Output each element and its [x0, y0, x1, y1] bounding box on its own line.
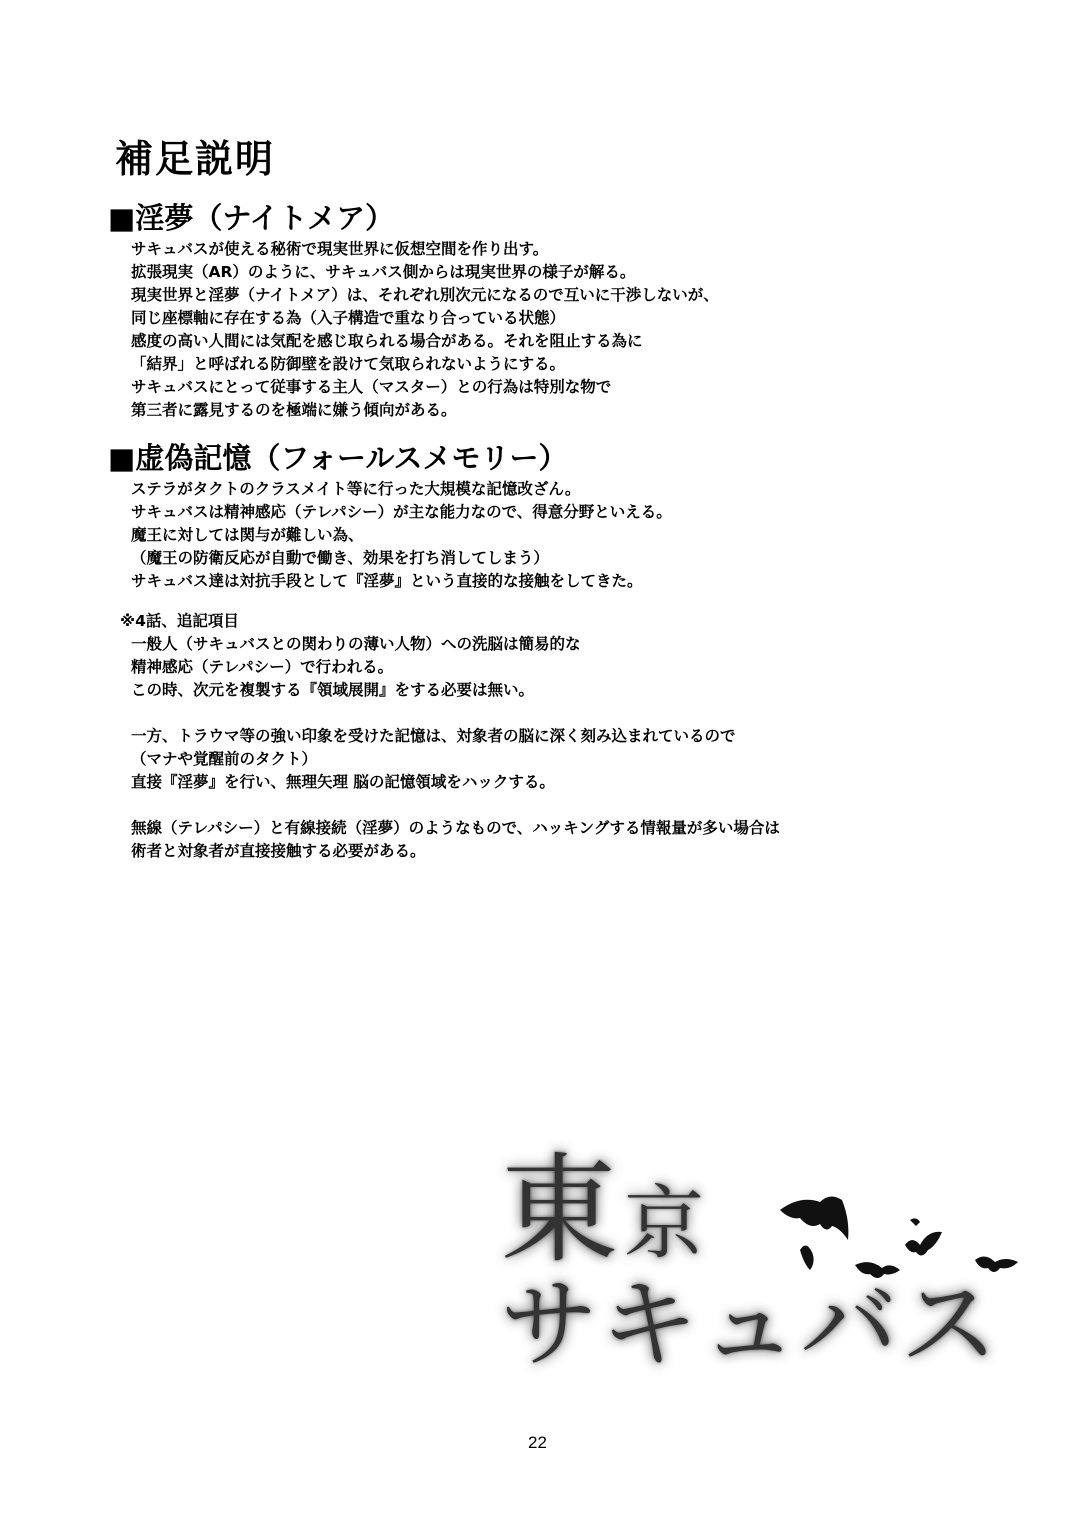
section-body [108, 238, 719, 422]
series-logo [490, 1141, 1030, 1400]
section-nightmare [108, 200, 719, 422]
body-line: 一方、トラウマ等の強い印象を受けた記憶は、対象者の脳に深く刻み込まれているので [131, 727, 736, 745]
body-line: 魔王に対しては関与が難しい為、 [131, 526, 364, 544]
logo-line-1 [500, 1141, 711, 1284]
body-line: 一般人（サキュバスとの関わりの薄い人物）への洗脳は簡易的な [131, 635, 581, 653]
section-heading: ■淫夢（ナイトメア） [108, 201, 395, 235]
body-line: 第三者に露見するのを極端に嫌う傾向がある。 [131, 401, 457, 419]
blank-line [131, 794, 780, 817]
section-heading: ■虚偽記憶（フォールスメモリー） [108, 441, 568, 475]
addendum-note [120, 610, 780, 863]
body-line: 感度の高い人間には気配を感じ取られる場合がある。それを阻止する為に [131, 332, 643, 350]
logo-char-small: 京 [624, 1177, 711, 1270]
note-title: ※4話、追記項目 [120, 612, 239, 630]
body-line: 現実世界と淫夢（ナイトメア）は、それぞれ別次元になるので互いに干渉しないが、 [131, 286, 719, 304]
body-line: サキュバスにとって従事する主人（マスター）との行為は特別な物で [131, 378, 612, 396]
logo-char-big: 東 [500, 1141, 625, 1279]
logo-line-2: サキュバス [500, 1268, 1001, 1382]
body-line: 精神感応（テレパシー）で行われる。 [131, 658, 394, 676]
blank-line [131, 702, 780, 725]
section-false-memory [108, 440, 672, 593]
body-line: この時、次元を複製する『領域展開』をする必要は無い。 [131, 681, 535, 699]
page-title: 補足説明 [115, 137, 276, 181]
body-line: 同じ座標軸に存在する為（入子構造で重なり合っている状態） [131, 309, 566, 327]
body-line: （マナや覚醒前のタクト） [131, 750, 318, 768]
page-number: 22 [528, 1433, 547, 1452]
body-line: サキュバスが使える秘術で現実世界に仮想空間を作り出す。 [131, 240, 549, 258]
body-line: サキュバス達は対抗手段として『淫夢』という直接的な接触をしてきた。 [131, 572, 643, 590]
body-line: 拡張現実（AR）のように、サキュバス側からは現実世界の様子が解る。 [131, 263, 636, 281]
body-line: （魔王の防衛反応が自動で働き、効果を打ち消してしまう） [131, 549, 549, 567]
body-line: 術者と対象者が直接接触する必要がある。 [131, 842, 426, 860]
body-line: 直接『淫夢』を行い、無理矢理 脳の記憶領域をハックする。 [131, 773, 555, 791]
body-line: ステラがタクトのクラスメイト等に行った大規模な記憶改ざん。 [131, 480, 581, 498]
note-body [120, 633, 780, 863]
section-body [108, 478, 672, 593]
body-line: 「結界」と呼ばれる防御壁を設けて気取られないようにする。 [131, 355, 566, 373]
body-line: サキュバスは精神感応（テレパシー）が主な能力なので、得意分野といえる。 [131, 503, 672, 521]
body-line: 無線（テレパシー）と有線接続（淫夢）のようなもので、ハッキングする情報量が多い場合は [131, 819, 780, 837]
